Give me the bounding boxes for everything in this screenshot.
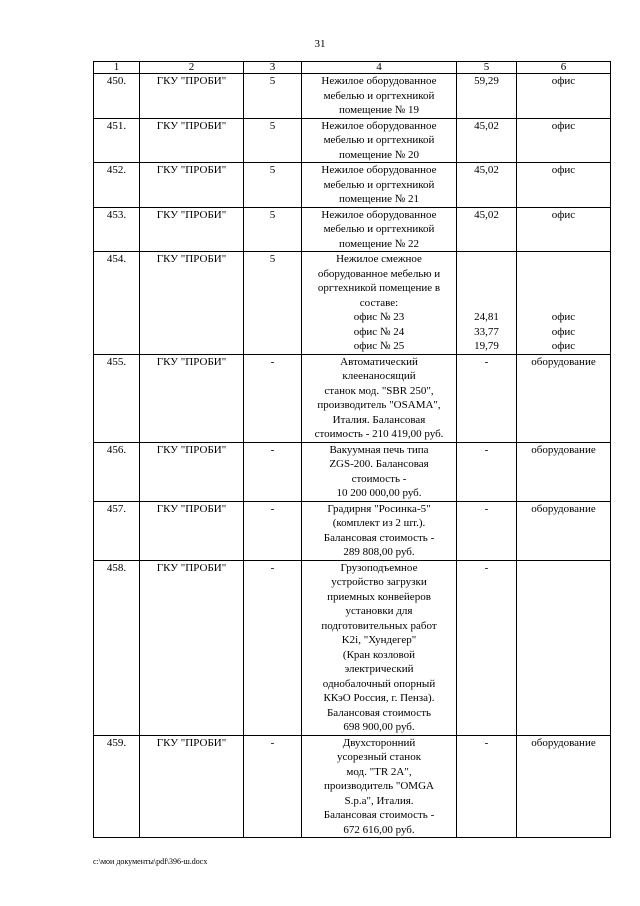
header-cell: 5 [457, 62, 517, 74]
table-row [94, 252, 611, 355]
description-cell-line: Балансовая стоимость - [323, 809, 435, 821]
description-cell-line: оборудованное мебелью и [317, 267, 441, 280]
description-cell-line: K2i, "Хундегер" [341, 634, 417, 646]
description-cell-line: Градирня "Росинка-5" [327, 502, 431, 515]
area-cell-line: 59,29 [474, 75, 499, 87]
description-cell-line: однобалочный опорный [322, 677, 436, 690]
description-cell-line: мебелью и оргтехникой [323, 223, 435, 235]
row-number: 458. [94, 560, 140, 735]
organization-cell: ГКУ "ПРОБИ" [140, 501, 244, 560]
table-row [94, 163, 611, 208]
area-cell [457, 354, 517, 442]
table-row [94, 735, 611, 838]
usage-cell [517, 442, 611, 501]
description-cell-line: офис № 24 [353, 325, 405, 338]
floor-cell: - [244, 735, 302, 838]
row-number: 455. [94, 354, 140, 442]
description-cell-line: клеенаносящий [342, 370, 416, 382]
description-cell-line: Вакуумная печь типа [329, 443, 429, 456]
floor-cell: - [244, 442, 302, 501]
floor-cell: 5 [244, 163, 302, 208]
organization-cell: ГКУ "ПРОБИ" [140, 118, 244, 163]
usage-cell-line: оборудование [531, 736, 596, 749]
area-cell-line: 45,02 [474, 164, 499, 176]
area-cell-line: - [484, 355, 489, 368]
area-cell [457, 74, 517, 119]
description-cell-line: Нежилое оборудованное [321, 164, 437, 176]
table-row [94, 560, 611, 735]
description-cell-line: S.p.a", Италия. [344, 794, 414, 807]
usage-cell-line [519, 561, 608, 576]
usage-cell-line [519, 267, 608, 282]
area-cell-line [459, 252, 514, 267]
usage-cell-line [519, 252, 608, 267]
area-cell-line: - [484, 443, 489, 456]
floor-cell: 5 [244, 207, 302, 252]
floor-cell: - [244, 354, 302, 442]
table-body [94, 74, 611, 838]
organization-cell: ГКУ "ПРОБИ" [140, 442, 244, 501]
property-table [93, 61, 611, 838]
area-cell-line [459, 267, 514, 282]
header-row [94, 62, 611, 74]
description-cell [302, 118, 457, 163]
description-cell-line: электрический [344, 663, 414, 675]
description-cell [302, 442, 457, 501]
description-cell-line: помещение № 21 [338, 193, 420, 205]
organization-cell: ГКУ "ПРОБИ" [140, 74, 244, 119]
usage-cell-line: офис [551, 311, 576, 323]
description-cell-line: подготовительных работ [321, 619, 437, 632]
description-cell-line: (Кран козловой [342, 648, 416, 661]
description-cell-line: 289 808,00 руб. [343, 546, 415, 558]
description-cell-line: устройство загрузки [331, 576, 427, 588]
table-row [94, 207, 611, 252]
usage-cell [517, 163, 611, 208]
description-cell-line: 672 616,00 руб. [343, 823, 415, 836]
description-cell-line: мебелью и оргтехникой [323, 178, 435, 191]
description-cell-line: установки для [345, 605, 413, 617]
usage-cell [517, 735, 611, 838]
description-cell-line: Балансовая стоимость [326, 706, 432, 719]
area-cell-line: 45,02 [474, 119, 499, 132]
row-number: 453. [94, 207, 140, 252]
usage-cell-line: оборудование [531, 355, 596, 368]
header-cell: 6 [517, 62, 611, 74]
description-cell [302, 207, 457, 252]
floor-cell: - [244, 560, 302, 735]
usage-cell-line: офис [551, 208, 576, 221]
description-cell-line: ZGS-200. Балансовая [329, 458, 429, 470]
description-cell-line: 698 900,00 руб. [343, 721, 415, 733]
description-cell-line: офис № 23 [353, 311, 405, 323]
table-row [94, 501, 611, 560]
description-cell-line: мебелью и оргтехникой [323, 134, 435, 146]
description-cell-line: помещение № 19 [338, 104, 420, 116]
usage-cell [517, 74, 611, 119]
usage-cell [517, 354, 611, 442]
row-number: 454. [94, 252, 140, 355]
organization-cell: ГКУ "ПРОБИ" [140, 560, 244, 735]
description-cell-line: офис № 25 [353, 340, 405, 352]
floor-cell: - [244, 501, 302, 560]
description-cell-line: мебелью и оргтехникой [323, 89, 435, 102]
description-cell-line: (комплект из 2 шт.). [332, 517, 426, 529]
table-row [94, 118, 611, 163]
description-cell-line: Балансовая стоимость - [323, 531, 435, 544]
area-cell [457, 163, 517, 208]
area-cell-line [459, 296, 514, 311]
row-number: 459. [94, 735, 140, 838]
usage-cell-line: оборудование [531, 443, 596, 456]
description-cell-line: оргтехникой помещение в [317, 282, 441, 294]
header-cell: 4 [302, 62, 457, 74]
area-cell-line: - [484, 736, 489, 749]
floor-cell: 5 [244, 252, 302, 355]
usage-cell [517, 207, 611, 252]
header-cell: 1 [94, 62, 140, 74]
usage-cell [517, 560, 611, 735]
description-cell-line: помещение № 22 [338, 237, 420, 250]
page-number: 31 [314, 38, 326, 50]
floor-cell: 5 [244, 118, 302, 163]
usage-cell-line: оборудование [531, 502, 596, 515]
description-cell [302, 735, 457, 838]
organization-cell: ГКУ "ПРОБИ" [140, 207, 244, 252]
header-cell: 3 [244, 62, 302, 74]
header-cell: 2 [140, 62, 244, 74]
row-number: 456. [94, 442, 140, 501]
area-cell-line: 19,79 [474, 340, 499, 352]
row-number: 457. [94, 501, 140, 560]
usage-cell [517, 118, 611, 163]
description-cell [302, 163, 457, 208]
area-cell [457, 118, 517, 163]
area-cell-line: - [484, 561, 489, 574]
table-row [94, 442, 611, 501]
description-cell [302, 252, 457, 355]
description-cell-line: приемных конвейеров [327, 590, 431, 603]
row-number: 451. [94, 118, 140, 163]
area-cell [457, 442, 517, 501]
organization-cell: ГКУ "ПРОБИ" [140, 354, 244, 442]
area-cell [457, 560, 517, 735]
row-number: 452. [94, 163, 140, 208]
organization-cell: ГКУ "ПРОБИ" [140, 163, 244, 208]
description-cell-line: Италия. Балансовая [332, 413, 426, 426]
description-cell-line: Грузоподъемное [340, 561, 418, 574]
table-row [94, 74, 611, 119]
description-cell-line: Автоматический [340, 355, 418, 368]
floor-cell: 5 [244, 74, 302, 119]
description-cell-line: Нежилое оборудованное [321, 208, 437, 221]
description-cell-line: стоимость - 210 419,00 руб. [314, 428, 444, 440]
usage-cell-line: офис [551, 75, 576, 87]
row-number: 450. [94, 74, 140, 119]
file-path-footer: c:\мои документы\pdf\396-ш.docx [93, 857, 208, 866]
area-cell [457, 501, 517, 560]
area-cell-line [459, 281, 514, 296]
usage-cell-line [519, 281, 608, 296]
description-cell-line: усорезный станок [336, 751, 422, 763]
description-cell-line: производитель "OMGA [324, 780, 434, 792]
description-cell [302, 74, 457, 119]
description-cell [302, 501, 457, 560]
area-cell [457, 207, 517, 252]
description-cell-line: составе: [359, 296, 399, 309]
usage-cell-line: офис [551, 119, 576, 132]
area-cell [457, 735, 517, 838]
usage-cell [517, 252, 611, 355]
description-cell-line: станок мод. "SBR 250", [324, 384, 434, 397]
description-cell [302, 354, 457, 442]
area-cell [457, 252, 517, 355]
organization-cell: ГКУ "ПРОБИ" [140, 735, 244, 838]
description-cell-line: Нежилое смежное [336, 253, 422, 265]
table-row [94, 354, 611, 442]
area-cell-line: 45,02 [474, 208, 499, 221]
description-cell-line: Нежилое оборудованное [321, 75, 437, 87]
area-cell-line: 24,81 [474, 311, 499, 323]
usage-cell-line [519, 296, 608, 311]
description-cell-line: Нежилое оборудованное [321, 119, 437, 132]
description-cell-line: мод. "TR 2A", [346, 765, 412, 778]
description-cell-line: производитель "OSAMA", [317, 399, 441, 411]
usage-cell-line: офис [551, 164, 576, 176]
description-cell-line: 10 200 000,00 руб. [336, 487, 422, 499]
usage-cell [517, 501, 611, 560]
area-cell-line: 33,77 [474, 325, 499, 338]
organization-cell: ГКУ "ПРОБИ" [140, 252, 244, 355]
usage-cell-line: офис [551, 325, 576, 338]
area-cell-line: - [484, 502, 489, 515]
description-cell-line: помещение № 20 [338, 148, 420, 161]
description-cell-line: Двухсторонний [342, 736, 416, 749]
description-cell-line: стоимость - [351, 472, 407, 485]
description-cell-line: ККэО Россия, г. Пенза). [323, 692, 435, 704]
usage-cell-line: офис [551, 340, 576, 352]
description-cell [302, 560, 457, 735]
